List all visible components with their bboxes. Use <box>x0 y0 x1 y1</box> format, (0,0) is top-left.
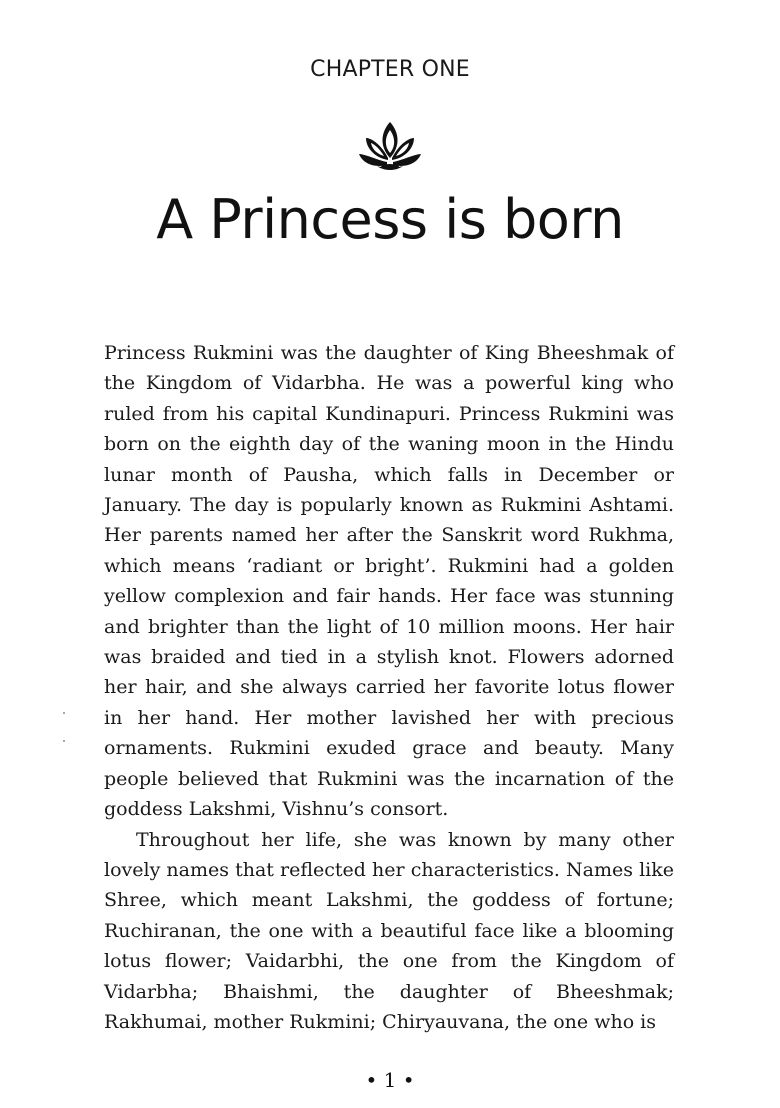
body-text <box>104 338 674 1037</box>
chapter-title: A Princess is born <box>156 188 624 251</box>
margin-speck <box>63 712 65 714</box>
chapter-label: CHAPTER ONE <box>310 57 470 82</box>
margin-speck <box>63 740 65 742</box>
paragraph-2: Throughout her life, she was known by many other lovely names that reflected her characteristics. Names like Shree, which meant Lakshmi, the goddess of fortune; Ruchiranan, the one with a beautiful face like a blooming lotus flower; Vaidarbhi, the one from the Kingdom of Vidarbha; Bhaishmi, the daughter of Bheeshmak; Rakhumai, mother Rukmini; Chiryauvana, the one who is <box>104 828 674 1033</box>
paragraph-1: Princess Rukmini was the daughter of King Bheeshmak of the Kingdom of Vidarbha. He was a powerful king who ruled from his capital Kundinapuri. Princess Rukmini was born on the eighth day of the waning moon in the Hindu lunar month of Pausha, which falls in December or January. The day is popularly known as Rukmini Ashtami. Her parents named her after the Sanskrit word Rukhma, which means ‘radiant or bright’. Rukmini had a golden yellow complexion and fair hands. Her face was stunning and brighter than the light of 10 million moons. Her hair was braided and tied in a stylish knot. Flowers adorned her hair, and she always carried her favorite lotus flower in her hand. Her mother lavished her with precious ornaments. Rukmini exuded grace and beauty. Many people believed that Rukmini was the incarnation of the goddess Lakshmi, Vishnu’s consort. <box>104 342 674 821</box>
lotus-icon <box>357 118 423 174</box>
page-number: • 1 • <box>365 1068 415 1092</box>
